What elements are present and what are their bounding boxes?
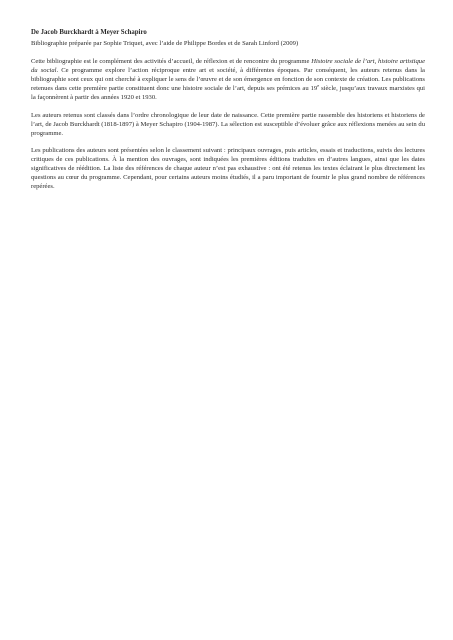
paragraph-intro (31, 57, 425, 102)
paragraph-publications: Les publications des auteurs sont présentées selon le classement suivant : principaux ouvrages, puis articles, essais et traductions, suivis des lectures critiques de ces publications. À la mention des ouvrages, sont indiquées les premières éditions traduites en d’autres langues, ainsi que les dates significatives de réédition. La liste des références de chaque auteur n’est pas exhaustive : ont été retenus les textes éclairant le plus directement les questions au cœur du programme. Cependant, pour certains auteurs moins étudiés, il a paru important de fournir le plus grand nombre de références repérées. (31, 146, 425, 191)
program-title-italic: Histoire sociale de l’art, histoire artistique du social (31, 58, 425, 75)
paragraph-intro-text-a: Cette bibliographie est le complément des activités d’accueil, de réflexion et de rencontre du programme (31, 58, 312, 66)
document-subtitle: Bibliographie préparée par Sophie Triquet, avec l’aide de Philippe Bordes et de Sarah Linford (2009) (31, 40, 299, 47)
document-page (31, 28, 425, 191)
paragraph-intro-text-b: . Ce programme explore l’action réciproque entre art et société, à différentes époques. Par conséquent, les auteurs retenus dans la bibliographie sont ceux qui ont cherché à expliquer le sens de l’œuvre et de son émergence en fonction de son contexte de création. Les publications retenues dans cette première partie constituent donc une histoire sociale de l’art, depuis ses prémices au 19 (31, 67, 425, 93)
document-title: De Jacob Burckhardt à Meyer Schapiro (31, 29, 147, 36)
paragraph-authors: Les auteurs retenus sont classés dans l’ordre chronologique de leur date de naissance. Cette première partie rassemble des historiens et historiens de l’art, de Jacob Burckhardt (1818-1897) à Meyer Schapiro (1904-1987). La sélection est susceptible d’évoluer grâce aux réflexions menées au sein du programme. (31, 111, 425, 137)
paragraph-intro-text-c: siècle, jusqu’aux travaux marxistes qui la façonnèrent à partir des années 1920 et 1930. (31, 85, 426, 102)
century-superscript: e (317, 83, 320, 89)
